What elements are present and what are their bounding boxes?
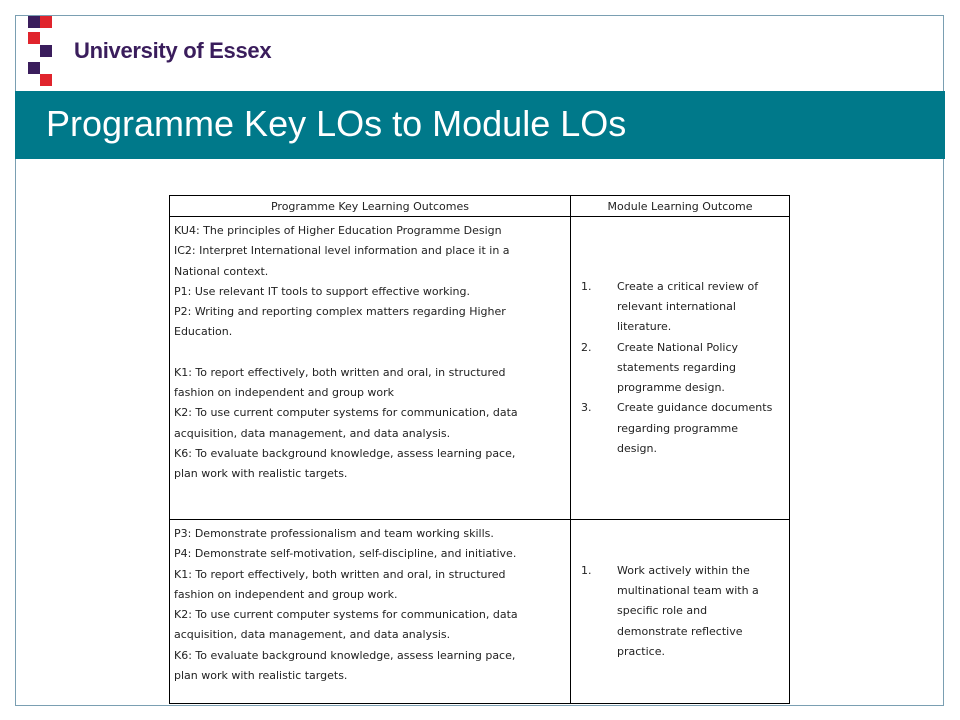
table-row [170,520,790,704]
outcome-line: literature. [617,320,672,334]
title-bar [15,91,945,159]
table-header-row [170,196,790,217]
logo-square [40,16,52,28]
outcome-line: K1: To report effectively, both written and oral, in structured [174,567,506,581]
outcome-line: Create National Policy [617,340,739,354]
list-number: 2. [581,340,592,354]
outcome-line: plan work with realistic targets. [174,669,348,683]
outcome-line: KU4: The principles of Higher Education Programme Design [174,224,502,237]
programme-outcomes-cell [170,217,571,520]
outcome-line: IC2: Interpret International level information and place it in a [174,244,510,258]
programme-outcomes-cell [170,520,571,704]
university-name: University of Essex [74,38,272,63]
outcome-line: P1: Use relevant IT tools to support effective working. [174,284,471,298]
list-item-text [617,398,783,459]
outcome-line: P2: Writing and reporting complex matters regarding Higher [174,305,506,319]
logo-square [28,32,40,44]
outcome-line: National context. [174,264,269,278]
outcome-line: Education. [174,325,233,339]
logo-square [40,74,52,86]
outcome-line: specific role and [617,604,708,618]
logo-square [28,62,40,74]
programme-outcomes-header: Programme Key Learning Outcomes [170,196,571,217]
outcome-line: plan work with realistic targets. [174,467,348,481]
logo-square [28,16,40,28]
outcome-line: K6: To evaluate background knowledge, assess learning pace, [174,446,516,460]
outcome-line: fashion on independent and group work [174,386,395,400]
learning-outcomes-table [169,195,790,704]
outcome-line: practice. [617,644,665,658]
module-outcomes-cell [571,217,790,520]
outcome-line: Create guidance documents [617,401,773,415]
outcome-line: Work actively within the [617,563,750,577]
outcome-line: acquisition, data management, and data analysis. [174,426,451,440]
module-outcome-header: Module Learning Outcome [571,196,790,217]
outcome-line: K2: To use current computer systems for communication, data [174,608,518,622]
slide-title: Programme Key LOs to Module LOs [46,103,627,144]
outcome-line: Create a critical review of [617,279,759,293]
table-row [170,217,790,520]
outcome-line: demonstrate reflective [617,624,743,638]
list-number: 1. [581,563,592,577]
list-number: 3. [581,401,592,415]
module-outcomes-list [577,561,783,662]
module-outcomes-cell [571,520,790,704]
logo-square [40,45,52,57]
blank-line [174,343,566,363]
list-item [577,338,783,399]
list-number: 1. [581,279,592,293]
list-item [577,561,783,662]
university-logo [28,16,68,86]
outcome-line: relevant international [617,299,736,313]
list-item [577,398,783,459]
outcome-line: design. [617,442,657,456]
module-outcomes-list [577,277,783,460]
outcome-line: multinational team with a [617,584,759,598]
outcome-line: fashion on independent and group work. [174,587,398,601]
list-item-text [617,338,783,399]
outcome-line: regarding programme [617,421,739,435]
list-item-text [617,561,783,662]
outcome-line: P4: Demonstrate self-motivation, self-discipline, and initiative. [174,547,517,561]
outcome-line: programme design. [617,381,725,395]
outcome-line: P3: Demonstrate professionalism and team working skills. [174,527,494,540]
outcome-line: K1: To report effectively, both written and oral, in structured [174,365,506,379]
list-item-text [617,277,783,338]
outcome-line: K2: To use current computer systems for communication, data [174,406,518,420]
outcome-line: acquisition, data management, and data analysis. [174,628,451,642]
list-item [577,277,783,338]
outcome-line: K6: To evaluate background knowledge, assess learning pace, [174,648,516,662]
outcome-line: statements regarding [617,360,736,374]
